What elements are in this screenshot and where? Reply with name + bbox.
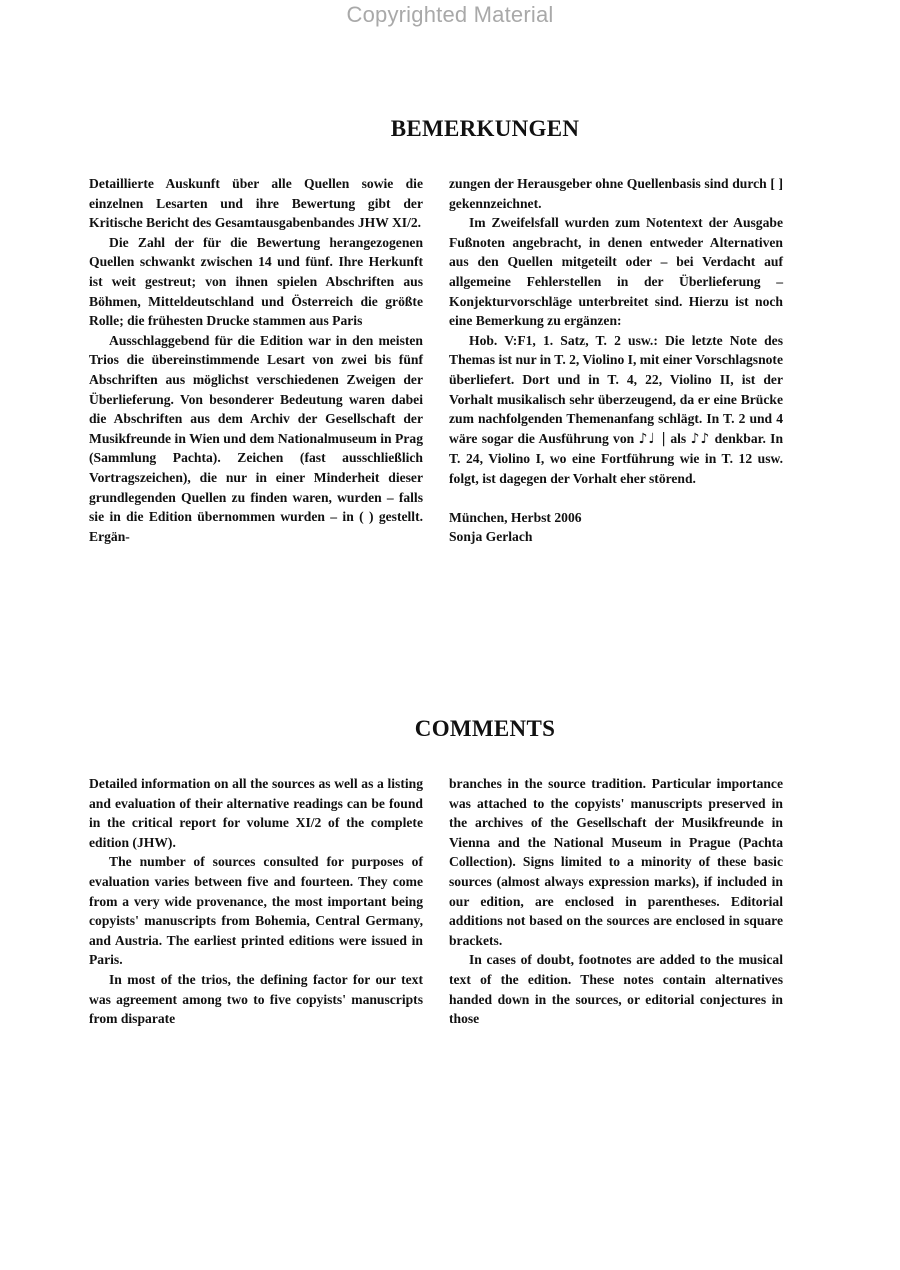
music-notation-example-2: ♪♪ xyxy=(690,430,711,447)
english-paragraph-4: In cases of doubt, footnotes are added to the musical text of the edition. These notes contain alternatives handed down in the sources, or editorial conjectures in those xyxy=(449,952,783,1027)
music-notation-example-1: ♪♩ | xyxy=(638,430,667,447)
english-paragraph-3: In most of the trios, the defining factor for our text was agreement among two to five copyists' manuscripts from disparate xyxy=(89,971,423,1027)
english-section-title: COMMENTS xyxy=(414,716,556,741)
german-left-column xyxy=(89,174,423,546)
german-section-title: BEMERKUNGEN xyxy=(390,116,580,141)
place-date: München, Herbst 2006 xyxy=(449,509,582,525)
author-name: Sonja Gerlach xyxy=(449,529,533,545)
copyright-watermark: Copyrighted Material xyxy=(346,2,554,27)
german-paragraph-3: Ausschlaggebend für die Edition war in den meisten Trios die übereinstimmende Lesart von zwei bis fünf Abschriften aus möglichst verschiedenen Zweigen der Überlieferung. Von besonderer Bedeutung waren dabei die Abschriften aus dem Archiv der Gesellschaft der Musikfreunde in Wien und dem Nationalmuseum in Prag (Sammlung Pachta). Zeichen (fast ausschließlich Vortragszeichen), die nur in einer Minderheit dieser grundlegenden Quellen zu finden waren, wurden – falls sie in die Edition übernommen wurden – in ( ) gestellt. Ergän- xyxy=(89,332,423,544)
german-right-column xyxy=(449,174,783,547)
german-paragraph-2: Die Zahl der für die Bewertung herangezogenen Quellen schwankt zwischen 14 und fünf. Ihre Herkunft ist weit gestreut; von ihnen spielen Abschriften aus Böhmen, Mitteldeutschland und Österreich die größte Rolle; die frühesten Drucke stammen aus Paris xyxy=(89,234,423,329)
german-paragraph-3-continued: zungen der Herausgeber ohne Quellenbasis sind durch [ ] gekennzeichnet. xyxy=(449,176,783,211)
english-left-column xyxy=(89,774,423,1029)
english-paragraph-2: The number of sources consulted for purposes of evaluation varies between five and fourteen. They come from a very wide provenance, the most important being copyists' manuscripts from Bohemia, Central Germany, and Austria. The earliest printed editions were issued in Paris. xyxy=(89,854,423,968)
german-paragraph-5 xyxy=(449,331,783,489)
english-paragraph-1: Detailed information on all the sources as well as a listing and evaluation of their alternative readings can be found in the critical report for volume XI/2 of the complete edition (JHW). xyxy=(89,776,423,850)
english-paragraph-3-continued: branches in the source tradition. Particular importance was attached to the copyists' manuscripts preserved in the archives of the Gesellschaft der Musikfreunde in Vienna and the National Museum in Prague (Pachta Collection). Signs limited to a minority of these basic sources (almost always expression marks), if included in our edition, are enclosed in parentheses. Editorial additions not based on the sources are enclosed in square brackets. xyxy=(449,776,783,948)
german-paragraph-4: Im Zweifelsfall wurden zum Notentext der Ausgabe Fußnoten angebracht, in denen entweder Alternativen aus den Quellen mitgeteilt oder – bei Verdacht auf allgemeine Fehlerstellen in der Überlieferung – Konjekturvorschläge unterbreitet sind. Hierzu ist noch eine Bemerkung zu ergänzen: xyxy=(449,215,783,329)
german-paragraph-1: Detaillierte Auskunft über alle Quellen sowie die einzelnen Lesarten und ihre Bewertung gibt der Kritische Bericht des Gesamtausgabenbandes JHW XI/2. xyxy=(89,176,423,231)
signature-block xyxy=(449,508,783,547)
german-paragraph-5-text-c: denkbar. In T. 24, Violino I, wo eine Fortführung wie in T. 12 usw. folgt, ist dagegen der Vorhalt eher störend. xyxy=(449,430,784,486)
german-paragraph-5-text-a: Hob. V:F1, 1. Satz, T. 2 usw.: Die letzte Note des Themas ist nur in T. 2, Violino I, mit einer Vorschlagsnote überliefert. Dort und in T. 4, 22, Violino II, ist der Vorhalt musikalisch sehr überzeugend, da er eine Brücke zum nachfolgenden Themenanfang schlägt. In T. 2 und 4 wäre sogar die Ausführung von xyxy=(449,332,783,446)
german-paragraph-5-text-b: als xyxy=(670,430,687,446)
english-right-column xyxy=(449,774,783,1029)
